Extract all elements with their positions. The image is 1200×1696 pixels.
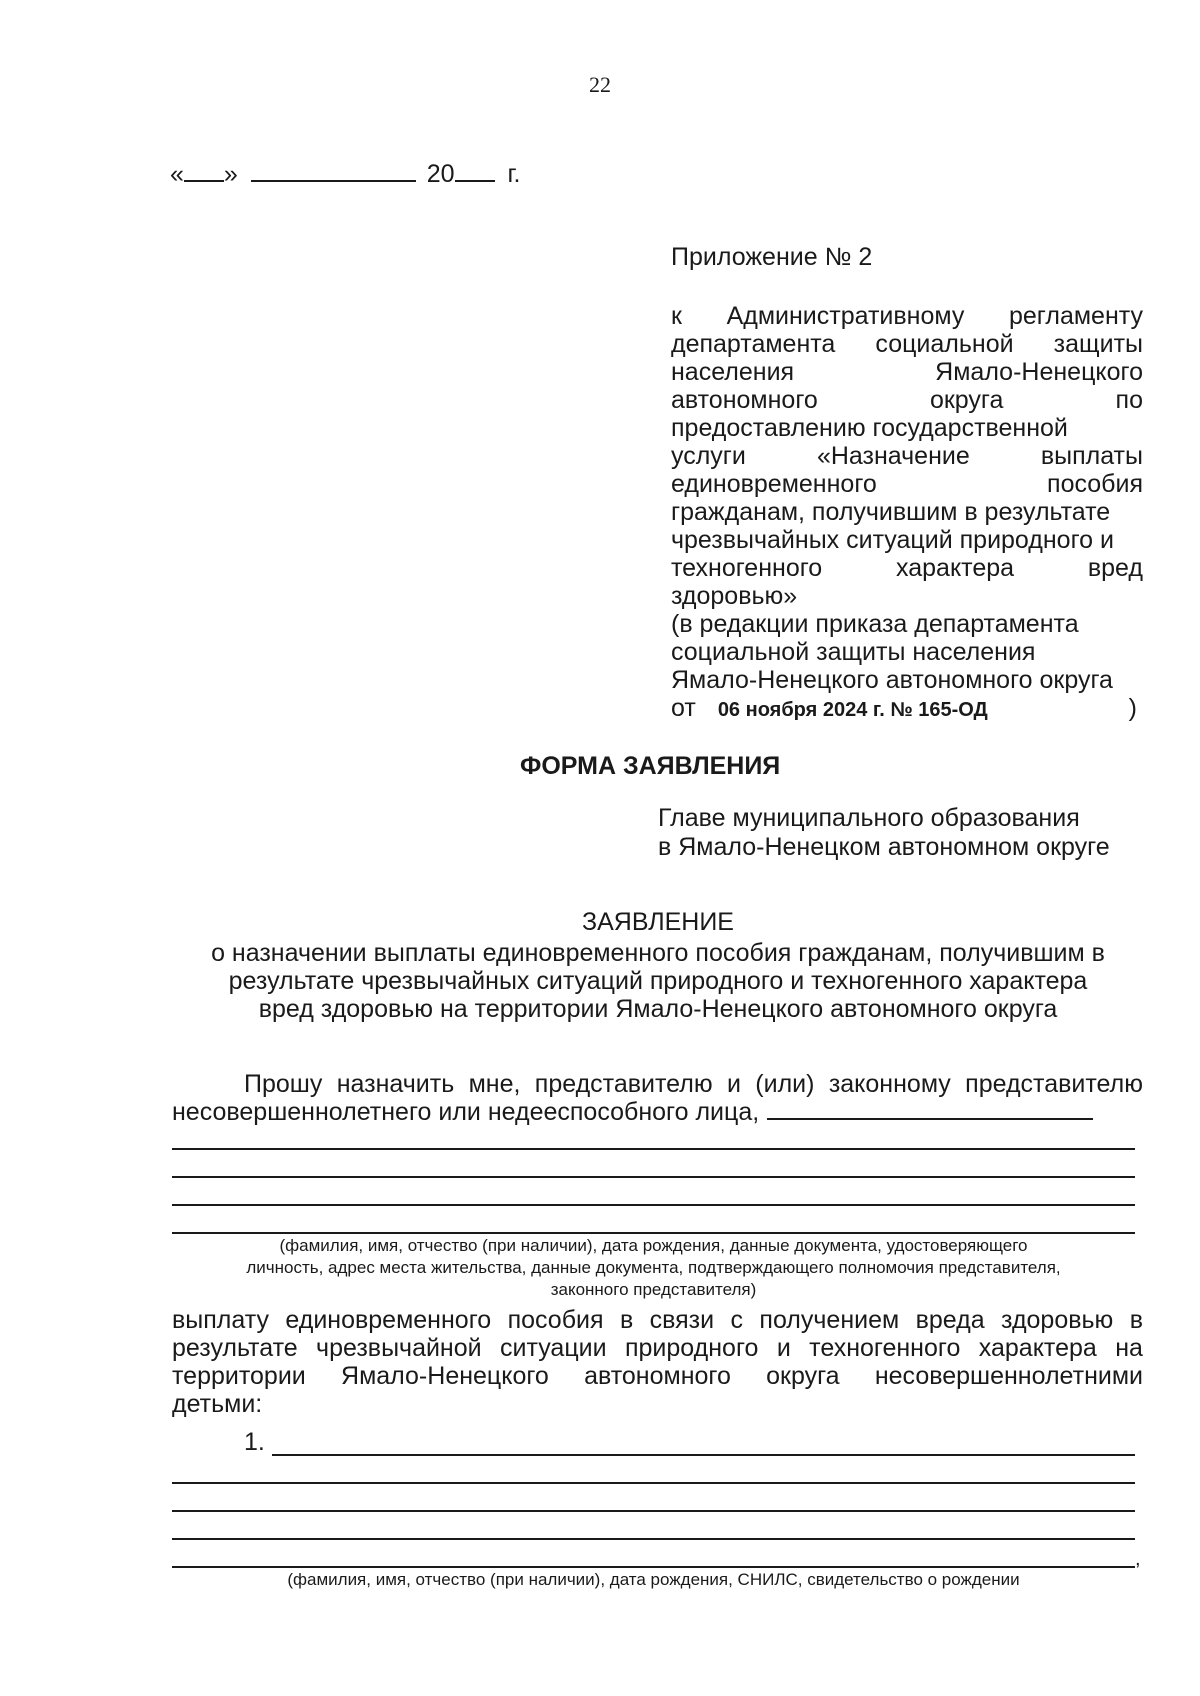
text-word: «Назначение — [816, 442, 970, 470]
text-word: в — [1129, 1306, 1143, 1334]
child-fill-line — [172, 1538, 1135, 1540]
text-word: по — [1115, 386, 1143, 414]
addressee-line: в Ямало-Ненецком автономном округе — [658, 833, 1110, 861]
text-word: округа — [929, 386, 1004, 414]
payment-line: детьми: — [172, 1390, 263, 1418]
text-word: природного — [624, 1334, 759, 1362]
payment-line — [172, 1334, 1143, 1362]
text-word: характера — [978, 1334, 1097, 1362]
text-word: Ямало-Ненецкого — [935, 358, 1143, 386]
date-open-quote: « — [170, 160, 184, 188]
text-word: защиты — [1053, 330, 1143, 358]
text-word: Ямало-Ненецкого — [341, 1362, 549, 1390]
applicant-fill-line — [172, 1204, 1135, 1206]
request-line — [172, 1070, 1143, 1098]
child-fill-line — [272, 1454, 1135, 1456]
form-title: ФОРМА ЗАЯВЛЕНИЯ — [520, 752, 781, 780]
applicant-fill-line — [172, 1176, 1135, 1178]
appendix-line — [671, 358, 1143, 386]
appendix-line — [671, 442, 1143, 470]
year-prefix: 20 — [426, 160, 455, 188]
text-word: связи — [649, 1306, 715, 1334]
child-fill-line — [172, 1482, 1135, 1484]
text-word: результате — [172, 1334, 298, 1362]
text-word: пособия — [1047, 470, 1143, 498]
date-line — [170, 158, 521, 189]
text-word: ситуации — [500, 1334, 607, 1362]
text-word: вреда — [915, 1306, 985, 1334]
appendix-line — [671, 554, 1143, 582]
addressee — [658, 804, 1110, 862]
statement-subtitle-line: о назначении выплаты единовременного пособия гражданам, получившим в — [211, 939, 1105, 967]
appendix-line — [671, 330, 1143, 358]
text-word: населения — [671, 358, 795, 386]
appendix-line — [671, 386, 1143, 414]
appendix-line: здоровью» — [671, 582, 798, 610]
text-word: несовершеннолетними — [874, 1362, 1143, 1390]
statement-subtitle-line: результате чрезвычайных ситуаций природного и техногенного характера — [228, 967, 1088, 995]
text-word: единовременного — [285, 1306, 492, 1334]
year-suffix: г. — [507, 160, 521, 188]
text-word: выплаты — [1040, 442, 1143, 470]
applicant-fill-line — [172, 1148, 1135, 1150]
payment-paragraph — [172, 1306, 1143, 1418]
text-word: представителю — [534, 1070, 713, 1098]
child-fill-line — [172, 1510, 1135, 1512]
request-paragraph — [172, 1070, 1143, 1126]
order-prefix: от — [671, 694, 696, 722]
appendix-line — [671, 302, 1143, 330]
text-word: автономного — [671, 386, 818, 414]
applicant-caption-line: законного представителя) — [550, 1280, 757, 1299]
appendix-line: Ямало-Ненецкого автономного округа — [671, 666, 1113, 694]
text-word: департамента — [671, 330, 836, 358]
text-word: пособия — [507, 1306, 604, 1334]
text-word: и — [776, 1334, 791, 1362]
addressee-line: Главе муниципального образования — [658, 804, 1080, 832]
applicant-fill-line — [172, 1232, 1135, 1234]
text-word: к — [671, 302, 682, 330]
page-number: 22 — [589, 72, 611, 97]
text-word: техногенного — [671, 554, 823, 582]
applicant-blank — [767, 1098, 1093, 1120]
child-caption: (фамилия, имя, отчество (при наличии), дата рождения, СНИЛС, свидетельство о рождении — [287, 1570, 1020, 1589]
text-word: территории — [172, 1362, 306, 1390]
text-word: автономного — [584, 1362, 731, 1390]
text-word: законному — [828, 1070, 951, 1098]
text-word: вред — [1087, 554, 1143, 582]
child-fill-line — [172, 1566, 1135, 1568]
text-word: здоровью — [1001, 1306, 1114, 1334]
applicant-caption-line: личность, адрес места жительства, данные документа, подтверждающего полномочия представителя, — [246, 1258, 1061, 1277]
text-word: назначить — [336, 1070, 455, 1098]
text-word: (или) — [755, 1070, 815, 1098]
month-blank — [251, 158, 416, 182]
appendix-line: социальной защиты населения — [671, 638, 1036, 666]
text-word: выплату — [172, 1306, 269, 1334]
applicant-caption — [172, 1235, 1135, 1301]
order-close-paren: ) — [1128, 694, 1137, 722]
text-word: регламенту — [1009, 302, 1143, 330]
text-word: на — [1115, 1334, 1143, 1362]
payment-line — [172, 1306, 1143, 1334]
text-word: Прошу — [244, 1070, 323, 1098]
text-word: услуги — [671, 442, 746, 470]
text-word: чрезвычайной — [316, 1334, 482, 1362]
order-number: 06 ноября 2024 г. № 165-ОД — [717, 699, 988, 721]
child-line-comma: , — [1135, 1548, 1141, 1570]
appendix-line: (в редакции приказа департамента — [671, 610, 1079, 638]
text-word: Административному — [726, 302, 965, 330]
text-word: получением — [759, 1306, 900, 1334]
text-word: с — [730, 1306, 743, 1334]
text-word: мне, — [468, 1070, 521, 1098]
text-word: округа — [766, 1362, 840, 1390]
text-word: и — [726, 1070, 741, 1098]
appendix-body — [671, 302, 1143, 724]
date-close-quote: » — [223, 160, 238, 188]
applicant-caption-line: (фамилия, имя, отчество (при наличии), дата рождения, данные документа, удостоверяющего — [279, 1236, 1028, 1255]
text-word: характера — [896, 554, 1015, 582]
appendix-line — [671, 470, 1143, 498]
year-blank — [455, 158, 495, 182]
child-item-number: 1. — [244, 1428, 265, 1456]
text-word: представителю — [965, 1070, 1143, 1098]
appendix-title: Приложение № 2 — [671, 243, 873, 271]
appendix-line: гражданам, получившим в результате — [671, 498, 1111, 526]
day-blank — [184, 158, 224, 182]
text-word: единовременного — [671, 470, 877, 498]
payment-line — [172, 1362, 1143, 1390]
appendix-line: предоставлению государственной — [671, 414, 1068, 442]
order-reference — [671, 694, 1143, 724]
text-word: техногенного — [809, 1334, 961, 1362]
text-word: социальной — [875, 330, 1014, 358]
appendix-line: чрезвычайных ситуаций природного и — [671, 526, 1114, 554]
request-line: несовершеннолетнего или недееспособного лица, — [172, 1098, 1143, 1126]
statement-subtitle-line: вред здоровью на территории Ямало-Ненецкого автономного округа — [258, 995, 1058, 1023]
statement-title: ЗАЯВЛЕНИЕ — [581, 908, 734, 936]
statement-subtitle — [150, 939, 1166, 1023]
text-word: в — [619, 1306, 634, 1334]
